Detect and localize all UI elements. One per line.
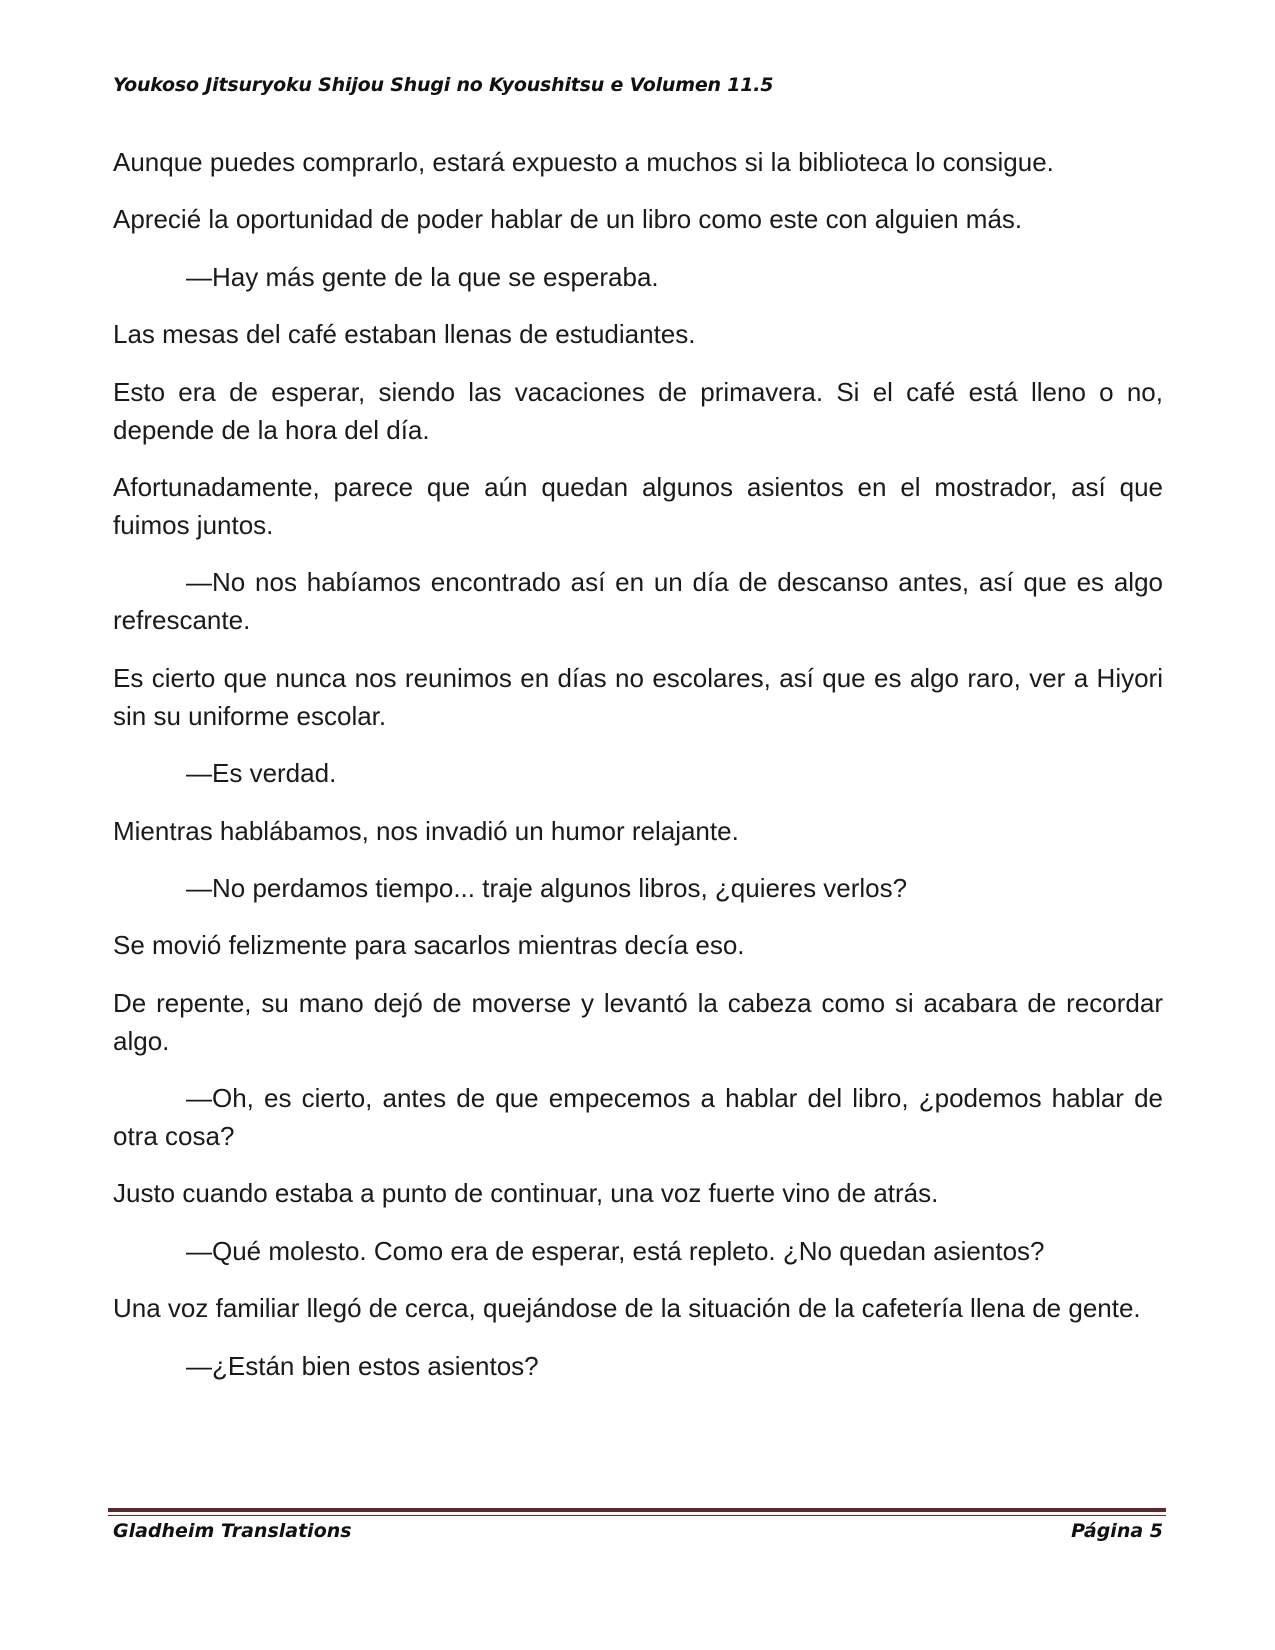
paragraph: Es cierto que nunca nos reunimos en días no escolares, así que es algo raro, ver a Hiyori sin su uniforme escolar. (113, 662, 1163, 731)
dialogue-paragraph: —Oh, es cierto, antes de que empecemos a hablar del libro, ¿podemos hablar de otra cosa? (113, 1083, 1163, 1152)
dialogue-paragraph: —¿Están bien estos asientos? (186, 1350, 539, 1381)
body-text (113, 143, 1163, 1404)
running-header: Youkoso Jitsuryoku Shijou Shugi no Kyoushitsu e Volumen 11.5 (113, 74, 774, 96)
dialogue-paragraph: —Hay más gente de la que se esperaba. (186, 261, 659, 292)
paragraph: Mientras hablábamos, nos invadió un humor relajante. (113, 815, 739, 846)
dialogue-paragraph: —Es verdad. (186, 758, 337, 789)
footer-credit: Gladheim Translations (113, 1520, 352, 1542)
paragraph: Esto era de esperar, siendo las vacaciones de primavera. Si el café está lleno o no, depende de la hora del día. (113, 376, 1163, 445)
dialogue-paragraph: —No perdamos tiempo... traje algunos libros, ¿quieres verlos? (186, 872, 908, 903)
paragraph: Una voz familiar llegó de cerca, quejándose de la situación de la cafetería llena de gente. (113, 1293, 1141, 1324)
dialogue-paragraph: —No nos habíamos encontrado así en un día de descanso antes, así que es algo refrescante. (113, 567, 1163, 636)
footer-rule-thin (108, 1515, 1166, 1516)
footer-rule (108, 1508, 1166, 1512)
paragraph: Aunque puedes comprarlo, estará expuesto a muchos si la biblioteca lo consigue. (113, 147, 1054, 177)
paragraph: Las mesas del café estaban llenas de estudiantes. (113, 319, 696, 350)
paragraph: Justo cuando estaba a punto de continuar, una voz fuerte vino de atrás. (113, 1178, 939, 1209)
page-number: Página 5 (1071, 1520, 1163, 1542)
paragraph: De repente, su mano dejó de moverse y levantó la cabeza como si acabara de recordar algo. (113, 987, 1163, 1056)
paragraph: Aprecié la oportunidad de poder hablar de un libro como este con alguien más. (113, 204, 1023, 235)
dialogue-paragraph: —Qué molesto. Como era de esperar, está repleto. ¿No quedan asientos? (186, 1235, 1045, 1266)
paragraph: Se movió felizmente para sacarlos mientras decía eso. (113, 930, 745, 961)
paragraph: Afortunadamente, parece que aún quedan algunos asientos en el mostrador, así que fuimos juntos. (113, 471, 1163, 540)
